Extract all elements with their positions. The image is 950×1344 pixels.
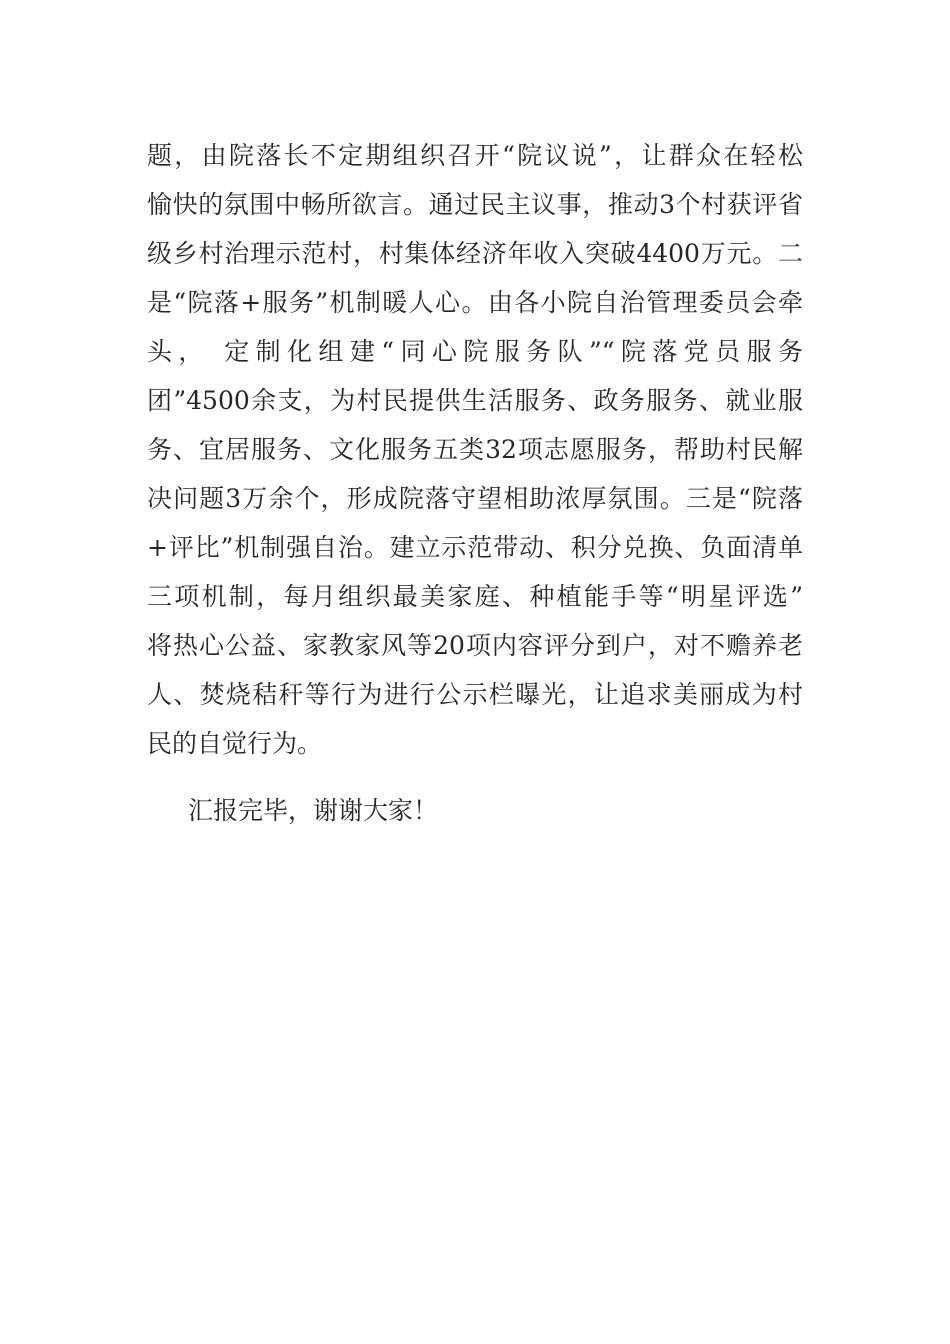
paragraph-line-11: 将热心公益、家教家风等20项内容评分到户，对不赡养老 bbox=[147, 631, 803, 660]
paragraph-line-12: 人、焚烧秸秆等行为进行公示栏曝光，让追求美丽成为村 bbox=[147, 680, 803, 709]
closing-remark: 汇报完毕，谢谢大家！ bbox=[188, 796, 439, 825]
paragraph-line-10: 三项机制，每月组织最美家庭、种植能手等“明星评选” bbox=[147, 582, 803, 611]
paragraph-line-9: +评比”机制强自治。建立示范带动、积分兑换、负面清单 bbox=[147, 533, 803, 562]
paragraph-line-8: 决问题3万余个，形成院落守望相助浓厚氛围。三是“院落 bbox=[147, 484, 803, 513]
body-paragraph bbox=[147, 131, 803, 768]
paragraph-line-4: 是“院落+服务”机制暖人心。由各小院自治管理委员会牵 bbox=[147, 288, 803, 317]
paragraph-line-7: 务、宜居服务、文化服务五类32项志愿服务，帮助村民解 bbox=[147, 435, 803, 464]
paragraph-line-1: 题，由院落长不定期组织召开“院议说”，让群众在轻松 bbox=[147, 141, 803, 170]
paragraph-line-3: 级乡村治理示范村，村集体经济年收入突破4400万元。二 bbox=[147, 239, 803, 268]
paragraph-line-5: 头， 定制化组建“同心院服务队”“院落党员服务 bbox=[147, 337, 803, 366]
paragraph-line-13: 民的自觉行为。 bbox=[147, 729, 323, 758]
paragraph-line-6: 团”4500余支，为村民提供生活服务、政务服务、就业服 bbox=[147, 386, 803, 415]
paragraph-line-2: 愉快的氛围中畅所欲言。通过民主议事，推动3个村获评省 bbox=[147, 190, 803, 219]
